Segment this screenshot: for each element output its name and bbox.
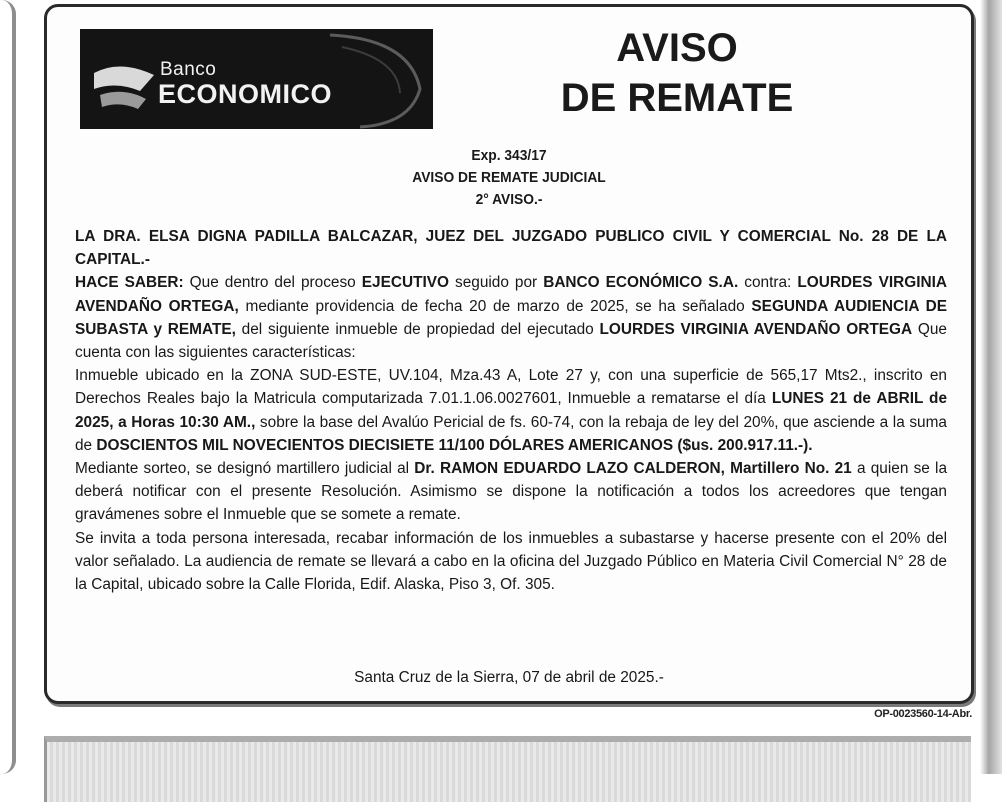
title-line-aviso: AVISO: [616, 26, 738, 70]
judge-heading: LA DRA. ELSA DIGNA PADILLA BALCAZAR, JUEZ DEL JUZGADO PUBLICO CIVIL Y COMERCIAL No. 28 DE LA CAPITAL.-: [75, 228, 947, 269]
intro-paragraph: [75, 225, 947, 271]
title-line-de-remate: DE REMATE: [560, 76, 794, 120]
notice-title: [512, 23, 842, 123]
previous-column-edge: [2, 0, 16, 774]
aviso-number: 2° AVISO.-: [475, 191, 543, 208]
auctioneer-name: Dr. RAMON EDUARDO LAZO CALDERON, Martillero No. 21: [414, 460, 852, 478]
next-notice-edge: [44, 736, 971, 802]
text-span: sobre la base del Avalúo Pericial de fs. 60-74, con la rebaja de ley del 20%, que asciende a la suma de: [75, 413, 947, 454]
property-paragraph: [75, 364, 947, 457]
auction-date: LUNES 21 de ABRIL de 2025, a Horas 10:30 AM.,: [75, 390, 948, 431]
page-right-edge: [980, 0, 1002, 774]
notice-body: [75, 225, 947, 596]
place-and-date: Santa Cruz de la Sierra, 07 de abril de 2025.-: [354, 669, 664, 686]
text-span: Que cuenta con las siguientes características:: [75, 320, 947, 362]
text-span: mediante providencia de fecha 20 de marzo de 2025, se ha señalado: [238, 297, 752, 315]
text-span: Mediante sorteo, se designó martillero judicial al: [75, 460, 415, 478]
notice-subtitle: AVISO DE REMATE JUDICIAL: [412, 169, 606, 186]
logo-text-banco: Banco: [160, 59, 217, 80]
expediente-number: Exp. 343/17: [471, 147, 547, 164]
invitation-paragraph: Se invita a toda persona interesada, recabar información de los inmuebles a subastarse y hacerse presente con el 20% del valor señalado. La audiencia de remate se llevará a cabo en la oficina del Juzgado Público en Materia Civil Comercial N° 28 de la Capital, ubicado sobre la Calle Florida, Edif. Alaska, Piso 3, Of. 305.: [75, 529, 947, 594]
base-amount: DOSCIENTOS MIL NOVECIENTOS DIECISIETE 11/100 DÓLARES AMERICANOS ($us. 200.917.11.-).: [96, 436, 813, 454]
text-span: a quien se la deberá notificar con el presente Resolución. Asimismo se dispone la notificación a todos los acreedores que tengan gravámenes sobre el Inmueble que se somete a remate.: [75, 460, 948, 524]
process-type: EJECUTIVO: [361, 274, 449, 292]
text-span: del siguiente inmueble de propiedad del ejecutado: [235, 320, 600, 338]
auction-session: SEGUNDA AUDIENCIA DE SUBASTA y REMATE,: [75, 297, 947, 338]
text-span: contra:: [738, 274, 798, 292]
hace-saber-paragraph: [75, 271, 947, 364]
owner-name: LOURDES VIRGINIA AVENDAÑO ORTEGA: [599, 320, 913, 338]
text-span: seguido por: [448, 274, 544, 292]
publication-code: OP-0023560-14-Abr.: [874, 708, 972, 720]
notice-frame: [44, 4, 974, 704]
banco-economico-logo: [80, 29, 433, 129]
text-span: Inmueble ubicado en la ZONA SUD-ESTE, UV.104, Mza.43 A, Lote 27 y, con una superficie de 565,17 Mts2., inscrito en Derechos Reales bajo la Matricula computarizada 7.01.1.06.0027601, Inmueble a rematarse el día: [75, 367, 947, 408]
hace-saber-label: HACE SABER:: [75, 274, 184, 292]
logo-text-economico: ECONOMICO: [158, 79, 333, 109]
auctioneer-paragraph: [75, 457, 947, 527]
defendant-name: LOURDES VIRGINIA AVENDAÑO ORTEGA,: [75, 274, 948, 315]
text-span: Que dentro del proceso: [183, 274, 362, 292]
plaintiff-name: BANCO ECONÓMICO S.A.: [543, 274, 739, 292]
